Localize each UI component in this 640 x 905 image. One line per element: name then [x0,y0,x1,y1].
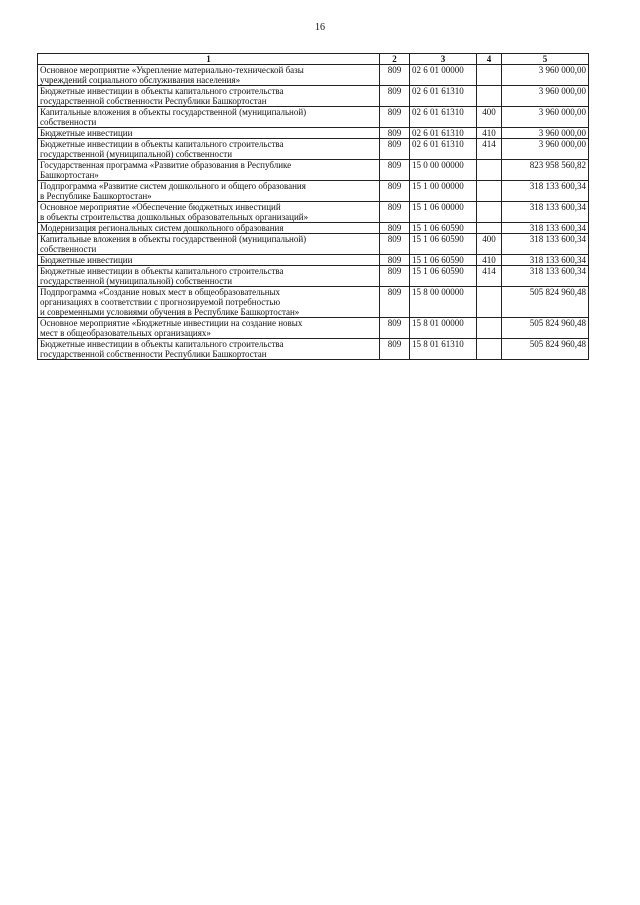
row-type-cell [477,202,502,223]
row-target-cell: 02 6 01 61310 [410,86,477,107]
header-col-3: 3 [410,54,477,65]
row-type-cell: 414 [477,266,502,287]
header-col-5: 5 [502,54,589,65]
row-type-cell: 400 [477,107,502,128]
row-name-cell: Основное мероприятие «Бюджетные инвестиции на создание новых мест в общеобразовательных организациях» [38,318,380,339]
table-header-row [38,54,589,65]
row-code-cell: 809 [380,223,410,234]
row-name-cell: Государственная программа «Развитие образования в Республике Башкортостан» [38,160,380,181]
row-name-cell: Бюджетные инвестиции в объекты капитального строительства государственной собственности Республики Башкортостан [38,339,380,360]
row-target-cell: 02 6 01 61310 [410,128,477,139]
header-col-1: 1 [38,54,380,65]
row-target-cell: 15 1 06 60590 [410,223,477,234]
row-target-cell: 15 1 06 60590 [410,234,477,255]
row-type-cell: 414 [477,139,502,160]
row-name-cell: Капитальные вложения в объекты государственной (муниципальной) собственности [38,234,380,255]
row-code-cell: 809 [380,266,410,287]
row-target-cell: 15 1 06 60590 [410,255,477,266]
row-target-cell: 15 8 01 61310 [410,339,477,360]
row-code-cell: 809 [380,339,410,360]
row-code-cell: 809 [380,139,410,160]
row-target-cell: 15 0 00 00000 [410,160,477,181]
row-target-cell: 02 6 01 61310 [410,107,477,128]
row-type-cell [477,339,502,360]
table-row [38,318,589,339]
table-row [38,223,589,234]
row-type-cell [477,86,502,107]
table-row [38,107,589,128]
table-row [38,128,589,139]
table-row [38,65,589,86]
row-amount-cell: 3 960 000,00 [502,86,589,107]
table-row [38,202,589,223]
row-amount-cell: 823 958 560,82 [502,160,589,181]
table-body [38,65,589,360]
row-code-cell: 809 [380,181,410,202]
table-row [38,266,589,287]
row-name-cell: Капитальные вложения в объекты государственной (муниципальной) собственности [38,107,380,128]
row-amount-cell: 505 824 960,48 [502,287,589,318]
table-row [38,287,589,318]
row-code-cell: 809 [380,65,410,86]
row-target-cell: 15 1 06 60590 [410,266,477,287]
budget-table [37,53,589,360]
row-target-cell: 15 8 00 00000 [410,287,477,318]
row-target-cell: 02 6 01 61310 [410,139,477,160]
row-type-cell [477,318,502,339]
row-code-cell: 809 [380,107,410,128]
row-type-cell: 400 [477,234,502,255]
row-code-cell: 809 [380,160,410,181]
row-type-cell [477,65,502,86]
row-amount-cell: 318 133 600,34 [502,255,589,266]
header-col-2: 2 [380,54,410,65]
table-row [38,255,589,266]
row-name-cell: Модернизация региональных систем дошкольного образования [38,223,380,234]
row-name-cell: Бюджетные инвестиции [38,128,380,139]
row-name-cell: Подпрограмма «Развитие систем дошкольного и общего образования в Республике Башкортостан» [38,181,380,202]
row-type-cell [477,160,502,181]
row-name-cell: Основное мероприятие «Укрепление материально-технической базы учреждений социального обслуживания населения» [38,65,380,86]
table-row [38,181,589,202]
table-row [38,139,589,160]
row-amount-cell: 3 960 000,00 [502,65,589,86]
row-type-cell [477,287,502,318]
row-amount-cell: 318 133 600,34 [502,223,589,234]
row-target-cell: 02 6 01 00000 [410,65,477,86]
page-number: 16 [315,22,325,33]
row-amount-cell: 3 960 000,00 [502,128,589,139]
row-code-cell: 809 [380,318,410,339]
row-type-cell [477,223,502,234]
table-row [38,160,589,181]
row-amount-cell: 3 960 000,00 [502,139,589,160]
row-name-cell: Бюджетные инвестиции в объекты капитального строительства государственной (муниципальной) собственности [38,139,380,160]
row-amount-cell: 505 824 960,48 [502,339,589,360]
row-amount-cell: 318 133 600,34 [502,234,589,255]
row-type-cell: 410 [477,128,502,139]
row-amount-cell: 505 824 960,48 [502,318,589,339]
table-row [38,339,589,360]
row-amount-cell: 3 960 000,00 [502,107,589,128]
header-col-4: 4 [477,54,502,65]
row-amount-cell: 318 133 600,34 [502,266,589,287]
row-amount-cell: 318 133 600,34 [502,181,589,202]
row-name-cell: Основное мероприятие «Обеспечение бюджетных инвестиций в объекты строительства дошкольных образовательных организаций» [38,202,380,223]
row-name-cell: Бюджетные инвестиции [38,255,380,266]
row-name-cell: Бюджетные инвестиции в объекты капитального строительства государственной собственности Республики Башкортостан [38,86,380,107]
row-code-cell: 809 [380,287,410,318]
table-row [38,234,589,255]
row-type-cell [477,181,502,202]
row-name-cell: Подпрограмма «Создание новых мест в общеобразовательных организациях в соответствии с прогнозируемой потребностью и современными условиями обучения в Республике Башкортостан» [38,287,380,318]
row-target-cell: 15 1 00 00000 [410,181,477,202]
row-target-cell: 15 8 01 00000 [410,318,477,339]
row-code-cell: 809 [380,86,410,107]
row-name-cell: Бюджетные инвестиции в объекты капитального строительства государственной (муниципальной) собственности [38,266,380,287]
row-code-cell: 809 [380,234,410,255]
row-code-cell: 809 [380,255,410,266]
row-code-cell: 809 [380,202,410,223]
row-code-cell: 809 [380,128,410,139]
row-amount-cell: 318 133 600,34 [502,202,589,223]
row-type-cell: 410 [477,255,502,266]
table-row [38,86,589,107]
row-target-cell: 15 1 06 00000 [410,202,477,223]
